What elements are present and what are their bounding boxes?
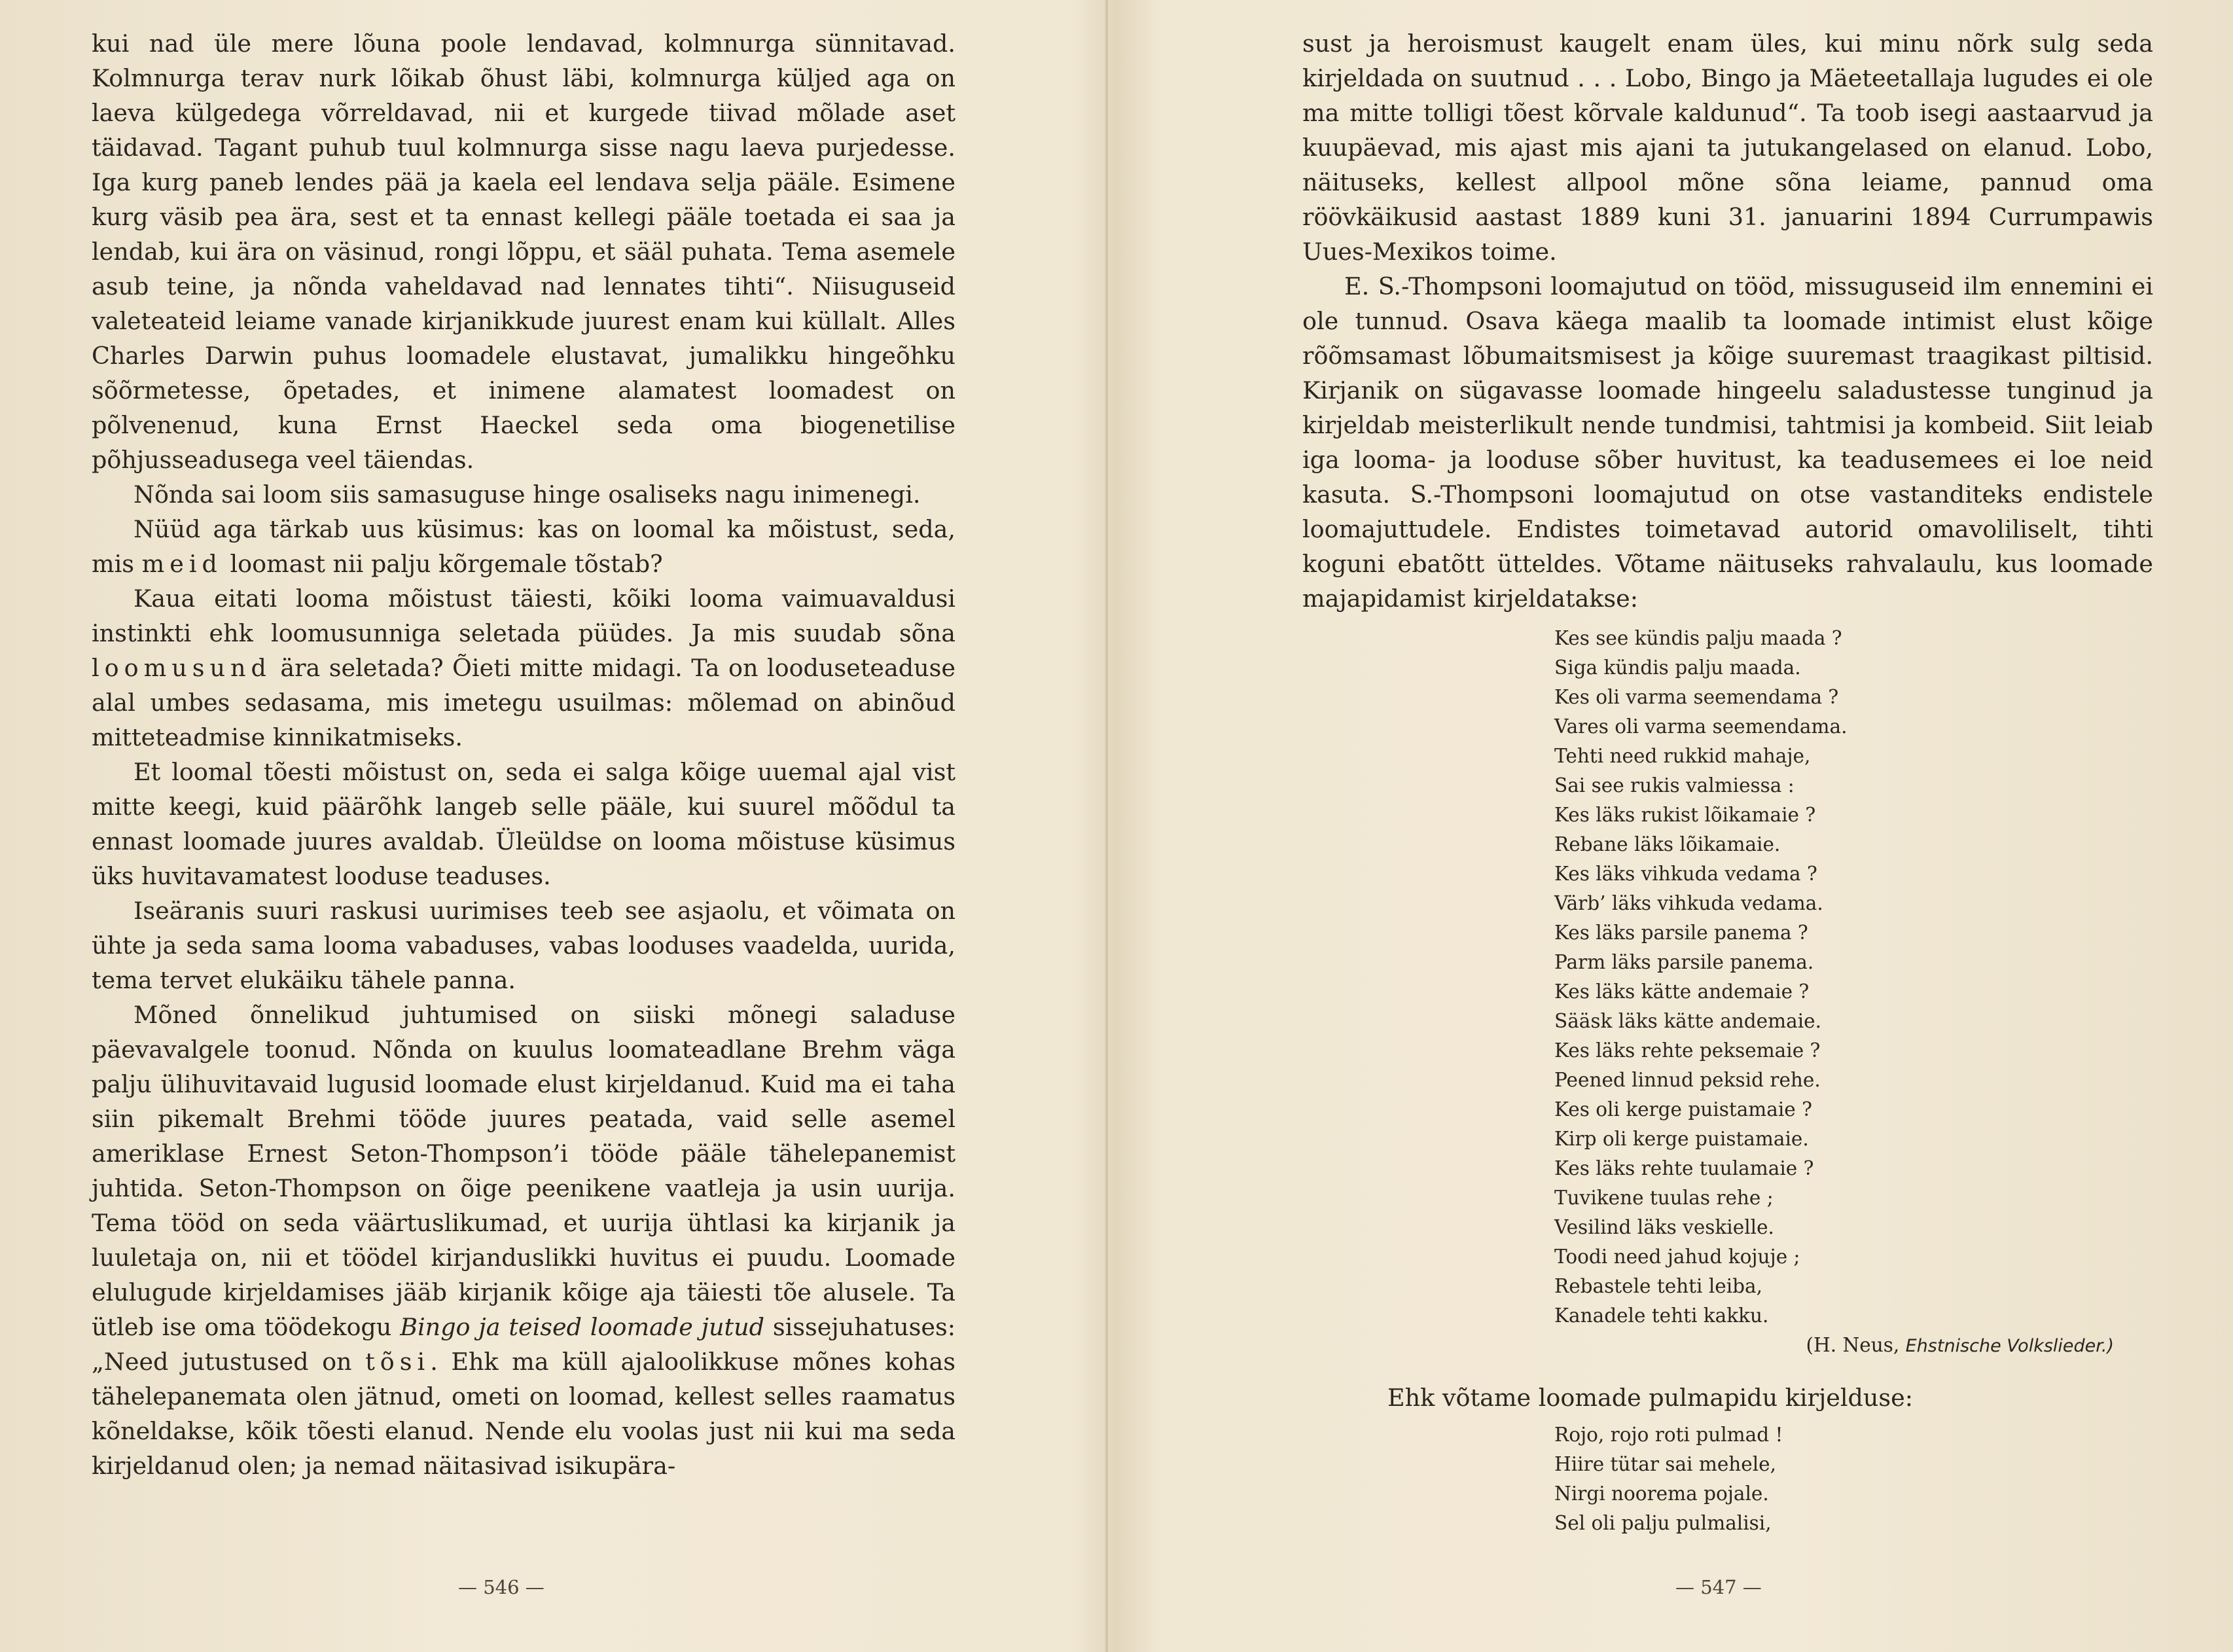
right-paragraph-2: E. S.-Thompsoni loomajutud on tööd, missuguseid ilm ennemini ei ole tunnud. Osava käega maalib ta loomade intimist elust kõige rõõmsamast lõbumaitsmisest ja kõige suuremast traagikast piltisid. Kirjanik on sügavasse loomade hingeelu saladustesse tunginud ja kirjeldab meisterlikult nende tundmisi, tahtmisi ja kombeid. Siit leiab iga looma- ja looduse sõber huvitust, ka teadusemees ei loe neid kasuta. S.-Thompsoni loomajutud on otse vastanditeks endistele loomajuttudele. Endistes toimetavad autorid omavoliliselt, tihti koguni ebatõtt ütteldes. Võtame näituseks rahvalaulu, kus loomade majapidamist kirjeldatakse: [1302,272,2153,613]
poem-line: Sääsk läks kätte andemaie. [1554,1010,1821,1032]
poem-line: Kes oli kerge puistamaie ? [1554,1098,1812,1121]
left-paragraph-2: Nõnda sai loom siis samasuguse hinge osaliseks nagu inimenegi. [134,480,921,509]
left-paragraph-7-mid: sissejuhatuses: „Need jutustused on [92,1313,956,1376]
left-paragraph-3-tail: loomast nii palju kõrgemale tõstab? [230,550,663,578]
poem-line: Kes oli varma seemendama ? [1554,686,1839,708]
poem-line: Kes läks rukist lõikamaie ? [1554,804,1816,826]
left-paragraph-3-text: Nüüd aga tärkab uus küsimus: kas on loomal ka mõistust, seda, mis [92,515,956,578]
poem-line: Kes see kündis palju maada ? [1554,627,1842,649]
left-paragraph-7-text: Mõned õnnelikud juhtumised on siiski mõnegi saladuse päevavalgele toonud. Nõnda on kuulus loomateadlane Brehm väga palju ülihuvitavaid lugusid loomade elust kirjeldanud. Kuid ma ei taha siin pikemalt Brehmi tööde juures peatada, vaid selle asemel ameriklase Ernest Seton-Thompson’i tööde pääle tähelepanemist juhtida. Seton-Thompson on õige peenikene vaatleja ja usin uurija. Tema tööd on seda väärtuslikumad, et uurija ühtlasi ka kirjanik ja luuletaja on, nii et töödel kirjanduslikki huvitus ei puudu. Loomade elulugude kirjeldamises jääb kirjanik kõige aja täiesti tõe alusele. Ta ütleb ise oma töödekogu [92,1001,956,1341]
left-page [92,26,956,1483]
poem-line: Tehti need rukkid mahaje, [1554,745,1811,767]
poem-line: Kes läks rehte peksemaie ? [1554,1039,1821,1062]
wedding-intro: Ehk võtame loomade pulmapidu kirjelduse: [1387,1384,1914,1412]
book-title-bingo: Bingo ja teised loomade jutud [400,1313,765,1341]
left-paragraph-3 [92,512,956,581]
left-paragraph-7 [92,997,956,1483]
left-paragraph-6: Iseäranis suuri raskusi uurimises teeb see asjaolu, et võimata on ühte ja seda sama looma vabaduses, vabas looduses vaadelda, uurida, tema tervet elukäiku tähele panna. [92,897,956,994]
poem-line: Parm läks parsile panema. [1554,951,1814,973]
poem-line: Rebastele tehti leiba, [1554,1275,1763,1297]
left-paragraph-4 [92,581,956,755]
poem-line: Värb’ läks vihkuda vedama. [1554,892,1823,914]
left-paragraph-1: kui nad üle mere lõuna poole lendavad, kolmnurga sünnitavad. Kolmnurga terav nurk lõikab õhust läbi, kolmnurga küljed aga on laeva külgedega võrreldavad, nii et kurgede tiivad mõlade aset täidavad. Tagant puhub tuul kolmnurga sisse nagu laeva purjedesse. Iga kurg paneb lendes pää ja kaela eel lendava selja pääle. Esimene kurg väsib pea ära, sest et ta ennast kellegi pääle toetada ei saa ja lendab, kui ära on väsinud, rongi lõppu, et sääl puhata. Tema asemele asub teine, ja nõnda vaheldavad nad lennates tihti“. Niisuguseid valeteateid leiame vanade kirjanikkude juurest enam kui küllalt. Alles Charles Darwin puhus loomadele elustavat, jumalikku hingeõhku sõõrmetesse, õpetades, et inimene alamatest loomadest on põlvenenud, kuna Ernst Haeckel seda oma biogenetilise põhjusseadusega veel täiendas. [92,29,956,474]
poem-line: Sel oli palju pulmalisi, [1554,1512,1772,1534]
page-number-right: — 547 — [1675,1576,1762,1598]
poem-line: Rebane läks lõikamaie. [1554,833,1781,855]
poem-line: Peened linnud peksid rehe. [1554,1069,1821,1091]
poem-line: Kanadele tehti kakku. [1554,1304,1769,1327]
poem-line: Kes läks rehte tuulamaie ? [1554,1157,1814,1179]
poem-line: Tuvikene tuulas rehe ; [1554,1187,1774,1209]
page-number-left: — 546 — [458,1576,545,1598]
poem-line: Vesilind läks veskielle. [1554,1216,1774,1238]
spaced-word-meid: meid [141,550,223,578]
wedding-poem [1554,1420,2153,1538]
right-page [1302,26,2153,1538]
left-paragraph-4-tail: ära seletada? Õieti mitte midagi. Ta on looduseteaduse alal umbes sedasama, mis imetegu usuilmas: mõlemad on abinõud mitteteadmise kinnikatmiseks. [92,654,956,751]
poem-line: Siga kündis palju maada. [1554,656,1801,679]
poem-line: Rojo, rojo roti pulmad ! [1554,1424,1783,1446]
poem-line: Kirp oli kerge puistamaie. [1554,1128,1809,1150]
poem-line: Toodi need jahud kojuje ; [1554,1246,1800,1268]
poem-line: Kes läks vihkuda vedama ? [1554,863,1817,885]
spaced-word-loomusund: loomusund [92,654,272,682]
folk-song-poem [1554,624,2153,1331]
source-author: (H. Neus, [1806,1334,1900,1356]
poem-line: Nirgi noorema pojale. [1554,1482,1769,1505]
poem-line: Hiire tütar sai mehele, [1554,1453,1777,1475]
source-book-title: Ehstnische Volkslieder.) [1905,1336,2114,1356]
book-gutter [1105,0,1109,1652]
poem-line: Kes läks parsile panema ? [1554,922,1808,944]
poem-line: Vares oli varma seemendama. [1554,715,1848,738]
left-paragraph-5: Et loomal tõesti mõistust on, seda ei salga kõige uuemal ajal vist mitte keegi, kuid päärõhk langeb selle pääle, kui suurel mõõdul ta ennast loomade juures avaldab. Üleüldse on looma mõistuse küsimus üks huvitavamatest looduse teaduses. [92,758,956,890]
left-paragraph-7-tail: . Ehk ma küll ajaloolikkuse mõnes kohas tähelepanemata olen jätnud, ometi on loomad, kellest selles raamatus kõneldakse, kõik tõesti elanud. Nende elu voolas just nii kui ma seda kirjeldanud olen; ja nemad näitasivad isikupära- [92,1348,956,1480]
left-paragraph-4-text: Kaua eitati looma mõistust täiesti, kõiki looma vaimuavaldusi instinkti ehk loomusunniga seletada püüdes. Ja mis suudab sõna [92,584,956,647]
poem-line: Kes läks kätte andemaie ? [1554,980,1810,1003]
poem-line: Sai see rukis valmiessa : [1554,774,1795,797]
poem-source-citation [1302,1331,2153,1361]
spaced-word-tosi: tõsi [365,1348,431,1376]
right-paragraph-1: sust ja heroismust kaugelt enam üles, kui minu nõrk sulg seda kirjeldada on suutnud . . . Lobo, Bingo ja Mäeteetallaja lugudes ei ole ma mitte tolligi tõest kõrvale kaldunud“. Ta toob isegi aastaarvud ja kuupäevad, mis ajast mis ajani ta jutukangelased on elanud. Lobo, näituseks, kellest allpool mõne sõna leiame, pannud oma röövkäikusid aastast 1889 kuni 31. januarini 1894 Currumpawis Uues-Mexikos toime. [1302,29,2153,266]
